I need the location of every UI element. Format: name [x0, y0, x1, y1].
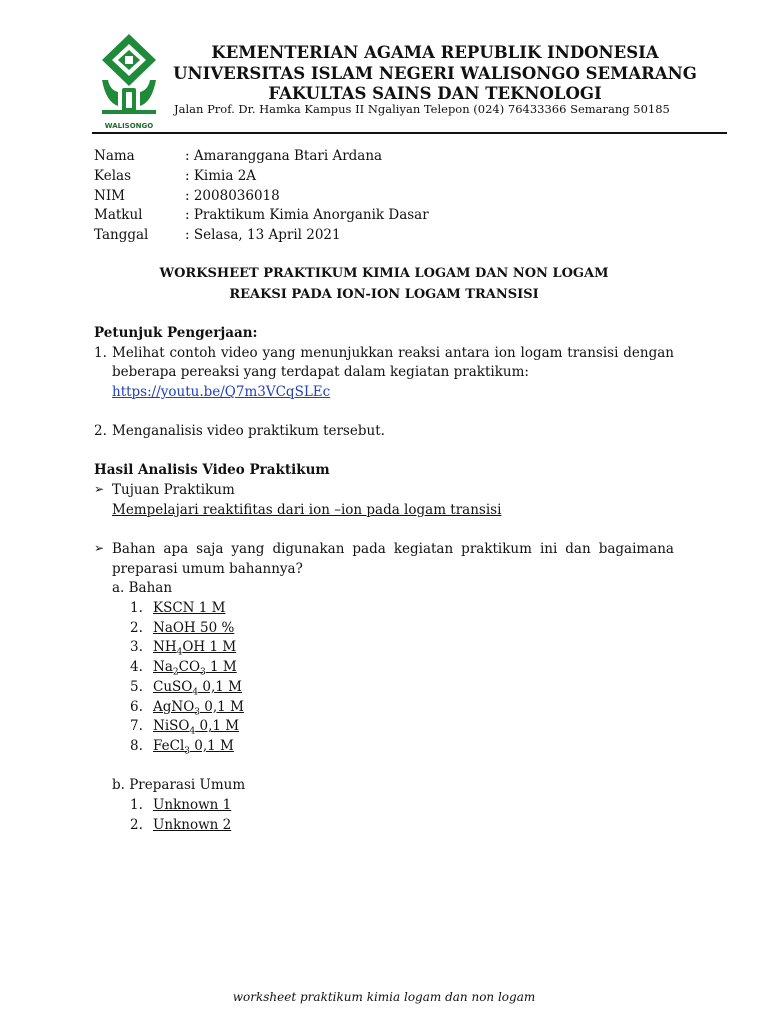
university-heading: UNIVERSITAS ISLAM NEGERI WALISONGO SEMARANG: [173, 64, 697, 83]
instruction-2-number: 2.: [94, 423, 107, 439]
material-text: 1 M: [205, 659, 237, 676]
video-link[interactable]: https://youtu.be/Q7m3VCqSLEc: [112, 384, 331, 400]
value-nama: : Amaranggana Btari Ardana: [185, 148, 383, 164]
label-tanggal: Tanggal: [94, 227, 149, 243]
material-item: [153, 737, 234, 757]
material-text: NiSO: [153, 718, 190, 735]
material-text: 0,1 M: [195, 718, 240, 735]
ministry-heading: KEMENTERIAN AGAMA REPUBLIK INDONESIA: [211, 43, 659, 62]
material-subscript: 3: [194, 707, 201, 718]
instructions-heading: Petunjuk Pengerjaan:: [94, 325, 258, 341]
material-item: [153, 698, 244, 718]
university-logo: [96, 32, 162, 132]
material-subscript: 3: [200, 667, 206, 678]
address-line: Jalan Prof. Dr. Hamka Kampus II Ngaliyan Telepon (024) 76433366 Semarang 50185: [174, 102, 670, 116]
instruction-1-line2: beberapa pereaksi yang terdapat dalam kegiatan praktikum:: [112, 364, 529, 380]
material-item: [153, 678, 242, 698]
label-matkul: Matkul: [94, 207, 143, 223]
value-nim: : 2008036018: [185, 188, 280, 204]
label-nim: NIM: [94, 188, 125, 204]
material-text: CuSO: [153, 678, 193, 695]
worksheet-subtitle: REAKSI PADA ION-ION LOGAM TRANSISI: [229, 287, 539, 302]
instruction-2-text: Menganalisis video praktikum tersebut.: [112, 423, 385, 439]
logo-caption: WALISONGO: [104, 122, 154, 130]
material-text: 0,1 M: [200, 698, 244, 715]
value-kelas: : Kimia 2A: [185, 168, 257, 184]
material-number: 4.: [130, 659, 143, 676]
preparation-item: Unknown 2: [153, 816, 232, 833]
material-number: 8.: [130, 737, 143, 754]
material-text: KSCN 1 M: [153, 600, 226, 616]
arrow-bullet-icon: ➢: [94, 482, 105, 496]
material-text: OH 1 M: [182, 639, 237, 656]
preparation-number: 1.: [130, 797, 143, 813]
material-number: 5.: [130, 678, 143, 695]
material-number: 1.: [130, 600, 143, 616]
materials-question-line2: preparasi umum bahannya?: [112, 561, 303, 577]
preparation-label: b. Preparasi Umum: [112, 777, 246, 793]
instruction-1-line1: Melihat contoh video yang menunjukkan reaksi antara ion logam transisi dengan: [112, 345, 674, 361]
material-number: 2.: [130, 619, 143, 636]
faculty-heading: FAKULTAS SAINS DAN TEKNOLOGI: [268, 84, 602, 103]
instruction-1-number: 1.: [94, 345, 107, 361]
purpose-label: Tujuan Praktikum: [112, 482, 235, 498]
material-text: NH: [153, 639, 177, 656]
material-text: NaOH 50 %: [153, 619, 235, 636]
preparation-item: Unknown 1: [153, 797, 232, 813]
material-subscript: 4: [192, 687, 199, 698]
material-text: 0,1 M: [198, 678, 242, 695]
material-item: [153, 659, 237, 678]
analysis-heading: Hasil Analisis Video Praktikum: [94, 462, 330, 478]
material-item: [153, 718, 240, 737]
walisongo-emblem-icon: [96, 32, 162, 132]
page-footer: worksheet praktikum kimia logam dan non logam: [232, 990, 536, 1004]
material-text: 0,1 M: [190, 737, 234, 754]
material-text: AgNO: [153, 698, 195, 715]
arrow-bullet-icon: ➢: [94, 541, 105, 555]
material-number: 7.: [130, 718, 143, 735]
material-number: 3.: [130, 639, 143, 656]
value-tanggal: : Selasa, 13 April 2021: [185, 227, 341, 243]
material-item: [153, 620, 234, 636]
materials-question-line1: Bahan apa saja yang digunakan pada kegiatan praktikum ini dan bagaimana: [112, 541, 674, 557]
material-number: 6.: [130, 698, 143, 715]
material-item: [153, 600, 225, 616]
materials-label: a. Bahan: [112, 580, 173, 596]
label-kelas: Kelas: [94, 168, 132, 184]
material-subscript: 2: [172, 667, 179, 678]
material-subscript: 4: [176, 648, 183, 659]
material-text: FeCl: [153, 737, 185, 754]
label-nama: Nama: [94, 148, 135, 164]
worksheet-title: WORKSHEET PRAKTIKUM KIMIA LOGAM DAN NON LOGAM: [159, 266, 609, 281]
material-item: [153, 639, 237, 659]
preparation-number: 2.: [130, 816, 143, 833]
header-divider: [92, 132, 727, 134]
material-text: CO: [178, 659, 201, 676]
material-subscript: 3: [184, 746, 190, 757]
value-matkul: : Praktikum Kimia Anorganik Dasar: [185, 207, 429, 223]
purpose-answer: Mempelajari reaktifitas dari ion –ion pada logam transisi: [112, 502, 502, 518]
material-subscript: 4: [189, 726, 196, 737]
material-text: Na: [153, 659, 173, 676]
